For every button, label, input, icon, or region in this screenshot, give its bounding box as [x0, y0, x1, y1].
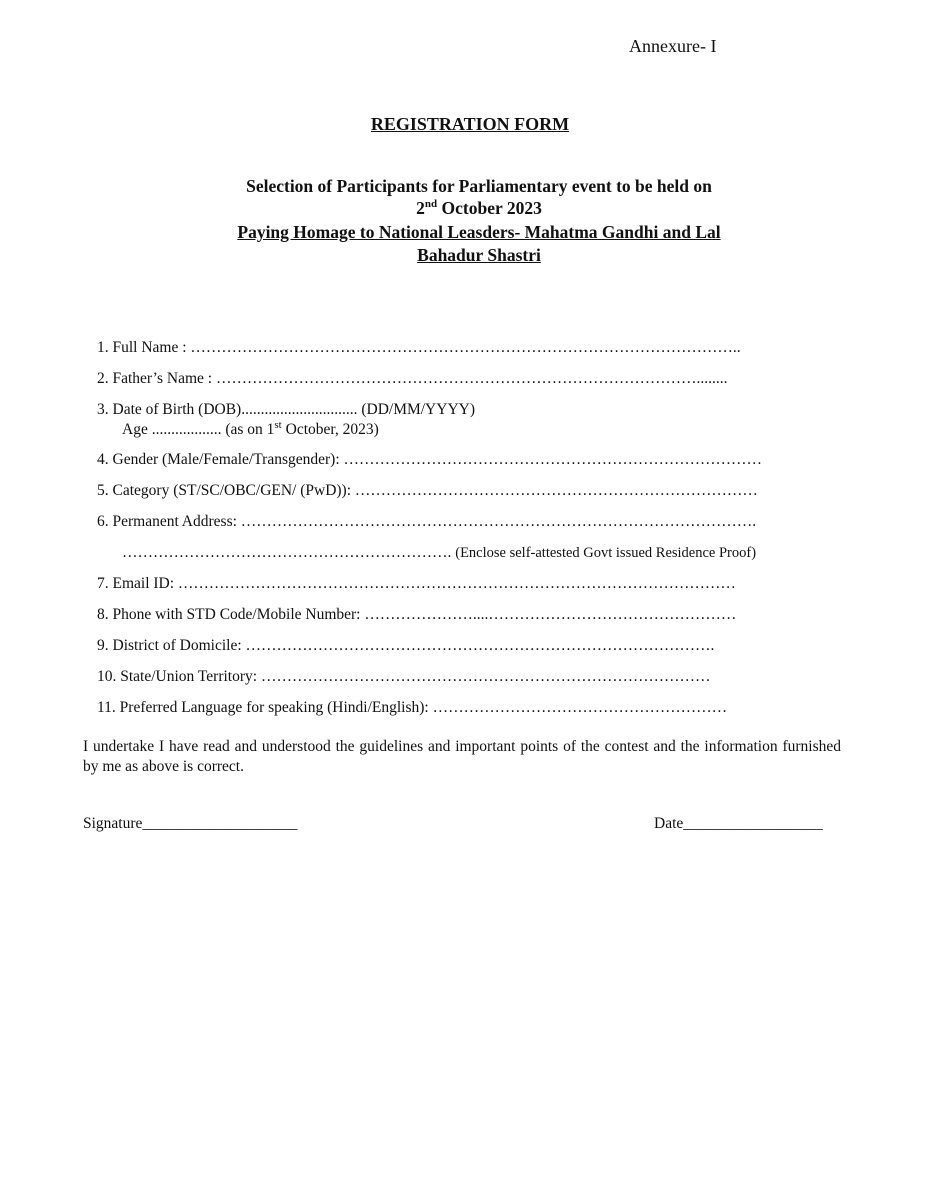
signature-field[interactable]: [83, 815, 297, 833]
signature-label: Signature: [83, 815, 143, 832]
subtitle-line-4: Bahadur Shastri: [417, 245, 541, 265]
address-line-2[interactable]: [122, 544, 756, 562]
age-prefix: Age .................. (as on 1: [122, 421, 275, 438]
email-field[interactable]: 7. Email ID: ………………………………………………………………………………………………: [97, 575, 736, 592]
dob-field[interactable]: 3. Date of Birth (DOB).............................. (DD/MM/YYYY): [97, 401, 475, 418]
signature-line: ____________________: [142, 815, 298, 832]
language-field[interactable]: 11. Preferred Language for speaking (Hindi/English): …………………………………………………: [97, 699, 728, 716]
date-field[interactable]: [654, 815, 823, 833]
address-line-2-dots: ……………………………………………………….: [122, 544, 452, 561]
event-date-suffix: nd: [424, 198, 438, 211]
subtitle-line-3: Paying Homage to National Leasders- Mahatma Gandhi and Lal: [237, 222, 721, 242]
date-line: __________________: [683, 815, 823, 832]
annexure-label: Annexure- I: [629, 36, 717, 56]
phone-field[interactable]: 8. Phone with STD Code/Mobile Number: …………………....…………………………………………: [97, 606, 737, 623]
declaration-text: I undertake I have read and understood the guidelines and important points of the contest and the information furnished by me as above is correct.: [83, 738, 841, 775]
age-suffix: October, 2023): [281, 421, 379, 438]
fathers-name-field[interactable]: 2. Father’s Name : …………………………………………………………………………………........: [97, 370, 728, 387]
event-date-day: 2: [416, 198, 425, 218]
full-name-field[interactable]: 1. Full Name : ……………………………………………………………………………………………..: [97, 339, 741, 356]
subtitle-line-1: Selection of Participants for Parliamentary event to be held on: [246, 176, 712, 196]
age-field[interactable]: [122, 418, 379, 439]
age-sup: st: [274, 418, 282, 431]
permanent-address-field[interactable]: 6. Permanent Address: ……………………………………………………………………………………….: [97, 513, 757, 530]
gender-field[interactable]: 4. Gender (Male/Female/Transgender): ………………………………………………………………………: [97, 451, 762, 468]
category-field[interactable]: 5. Category (ST/SC/OBC/GEN/ (PwD)): ……………………………………………………………………: [97, 482, 758, 499]
district-field[interactable]: 9. District of Domicile: ……………………………………………………………………………….: [97, 637, 715, 654]
state-field[interactable]: 10. State/Union Territory: ……………………………………………………………………………: [97, 668, 711, 685]
event-date-rest: October 2023: [437, 198, 542, 218]
event-date: [0, 198, 927, 219]
form-title: REGISTRATION FORM: [370, 114, 570, 134]
date-label: Date: [654, 815, 684, 832]
residence-proof-note: (Enclose self-attested Govt issued Residence Proof): [455, 545, 757, 561]
